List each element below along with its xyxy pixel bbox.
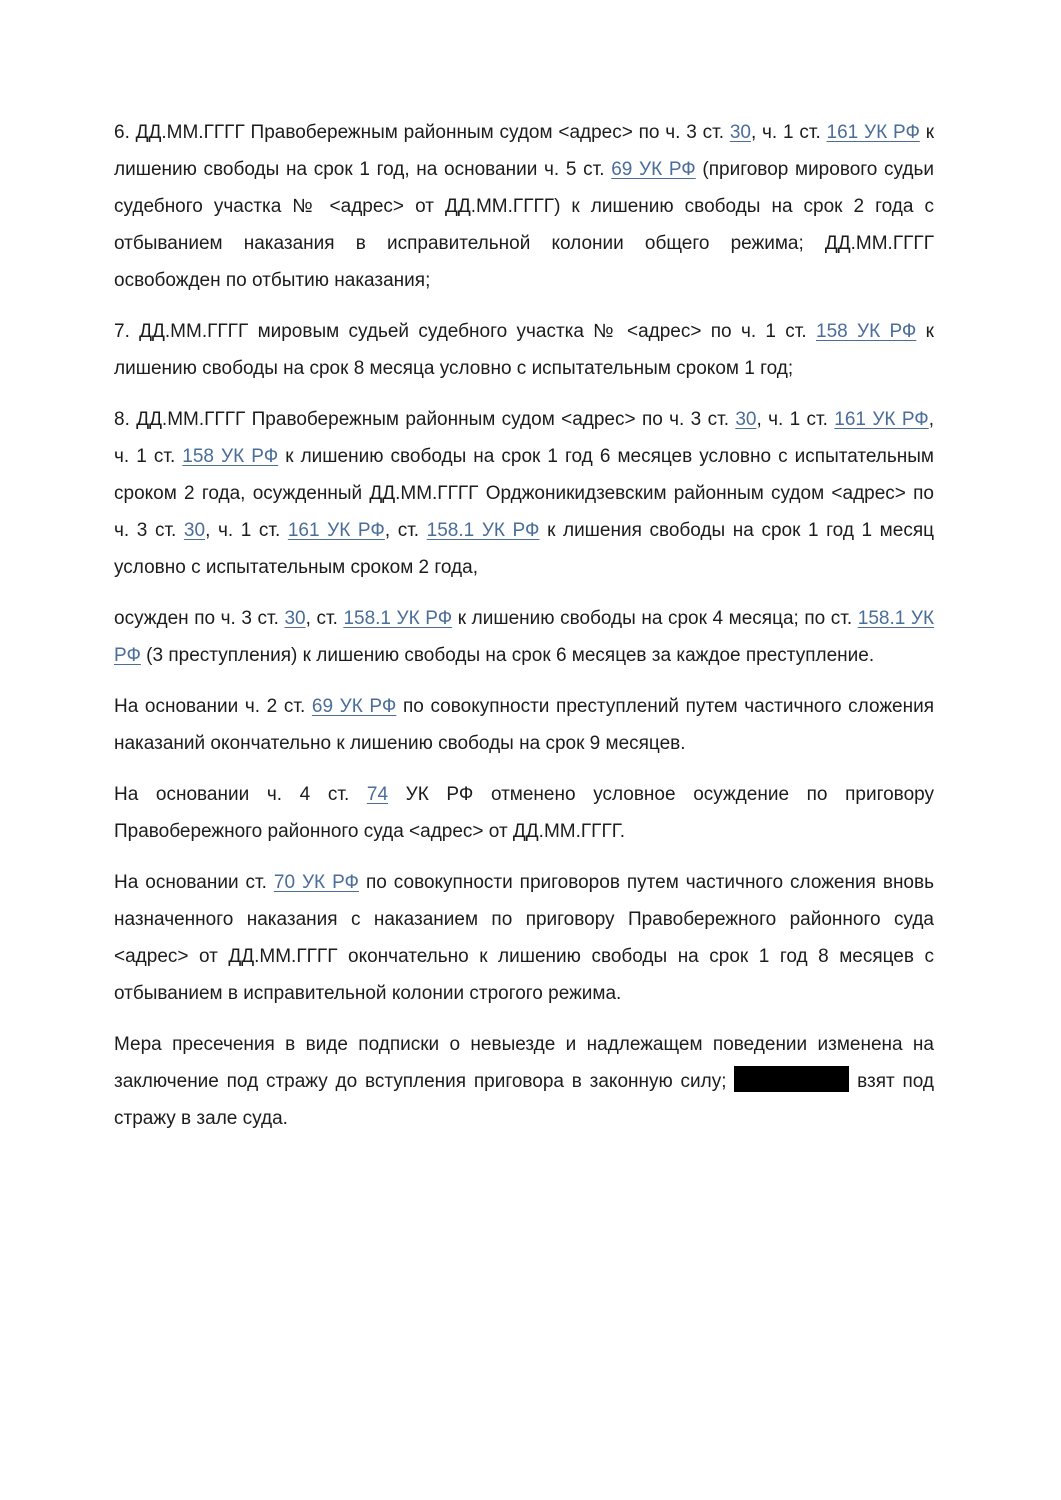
text-segment: 7. ДД.ММ.ГГГГ мировым судьей судебного участка № <адрес> по ч. 1 ст. [114,321,816,342]
text-segment: Мера пресечения в виде подписки о невыезде и надлежащем поведении изменена на заключение под стражу до вступления приговора в законную силу; [114,1034,934,1092]
text-segment: На основании ч. 2 ст. [114,696,312,717]
paragraph [114,1026,934,1137]
text-segment: 8. ДД.ММ.ГГГГ Правобережным районным судом <адрес> по ч. 3 ст. [114,409,736,430]
text-segment: взят под стражу в зале суда. [114,1071,934,1129]
text-segment: , ч. 1 ст. [750,122,827,143]
law-article-link[interactable]: 161 УК РФ [834,409,929,430]
text-segment: На основании ст. [114,872,274,893]
text-segment: к лишению свободы на срок 1 год, на основании ч. 5 ст. [114,122,935,180]
text-segment: 6. ДД.ММ.ГГГГ Правобережным районным судом <адрес> по ч. 3 ст. [114,122,730,143]
paragraph [114,688,934,762]
text-segment: к лишения свободы на срок 1 год 1 месяц условно с испытательным сроком 2 года, [114,520,934,578]
law-article-link[interactable]: 158.1 УК РФ [114,608,935,666]
law-article-link[interactable]: 161 УК РФ [826,122,920,143]
law-article-link[interactable]: 30 [183,520,206,541]
paragraph [114,864,934,1012]
law-article-link[interactable]: 69 УК РФ [311,696,397,717]
redacted-name-box [734,1066,849,1092]
text-segment: по совокупности приговоров путем частичного сложения вновь назначенного наказания с наказанием по приговору Правобережного районного суда <адрес> от ДД.ММ.ГГГГ окончательно к лишению свободы на срок 1 год 8 месяцев с отбыванием в исправительной колонии строгого режима. [114,872,934,1004]
text-segment: , ст. [305,608,344,629]
text-segment: (приговор мирового судьи судебного участка № <адрес> от ДД.ММ.ГГГГ) к лишению свободы на срок 2 года с отбыванием наказания в исправительной колонии общего режима; ДД.ММ.ГГГГ освобожден по отбытию наказания; [114,159,934,291]
text-segment: (3 преступления) к лишению свободы на срок 6 месяцев за каждое преступление. [140,645,875,666]
text-segment: к лишению свободы на срок 4 месяца; по ст. [452,608,858,629]
law-article-link[interactable]: 30 [284,608,306,629]
law-article-link[interactable]: 74 [366,784,389,805]
text-segment: , ч. 1 ст. [114,409,935,467]
law-article-link[interactable]: 70 УК РФ [273,872,359,893]
text-segment: осужден по ч. 3 ст. [114,608,285,629]
paragraph [114,114,934,299]
text-segment: по совокупности преступлений путем частичного сложения наказаний окончательно к лишению свободы на срок 9 месяцев. [114,696,934,754]
law-article-link[interactable]: 30 [729,122,751,143]
law-article-link[interactable]: 158 УК РФ [816,321,917,342]
law-article-link[interactable]: 30 [735,409,757,430]
text-segment: На основании ч. 4 ст. [114,784,367,805]
text-segment: к лишению свободы на срок 8 месяца условно с испытательным сроком 1 год; [114,321,934,379]
paragraph [114,776,934,850]
paragraph [114,600,934,674]
paragraph [114,401,934,586]
law-article-link[interactable]: 158 УК РФ [182,446,279,467]
law-article-link[interactable]: 158.1 УК РФ [343,608,453,629]
text-segment: , ст. [384,520,427,541]
paragraph [114,313,934,387]
law-article-link[interactable]: 161 УК РФ [287,520,385,541]
text-segment: , ч. 1 ст. [756,409,835,430]
text-segment: к лишению свободы на срок 1 год 6 месяцев условно с испытательным сроком 2 года, осужденный ДД.ММ.ГГГГ Орджоникидзевским районным судом <адрес> по ч. 3 ст. [114,446,934,541]
text-segment: , ч. 1 ст. [205,520,288,541]
text-segment: УК РФ отменено условное осуждение по приговору Правобережного районного суда <адрес> от ДД.ММ.ГГГГ. [114,784,934,842]
law-article-link[interactable]: 158.1 УК РФ [426,520,540,541]
law-article-link[interactable]: 69 УК РФ [611,159,696,180]
